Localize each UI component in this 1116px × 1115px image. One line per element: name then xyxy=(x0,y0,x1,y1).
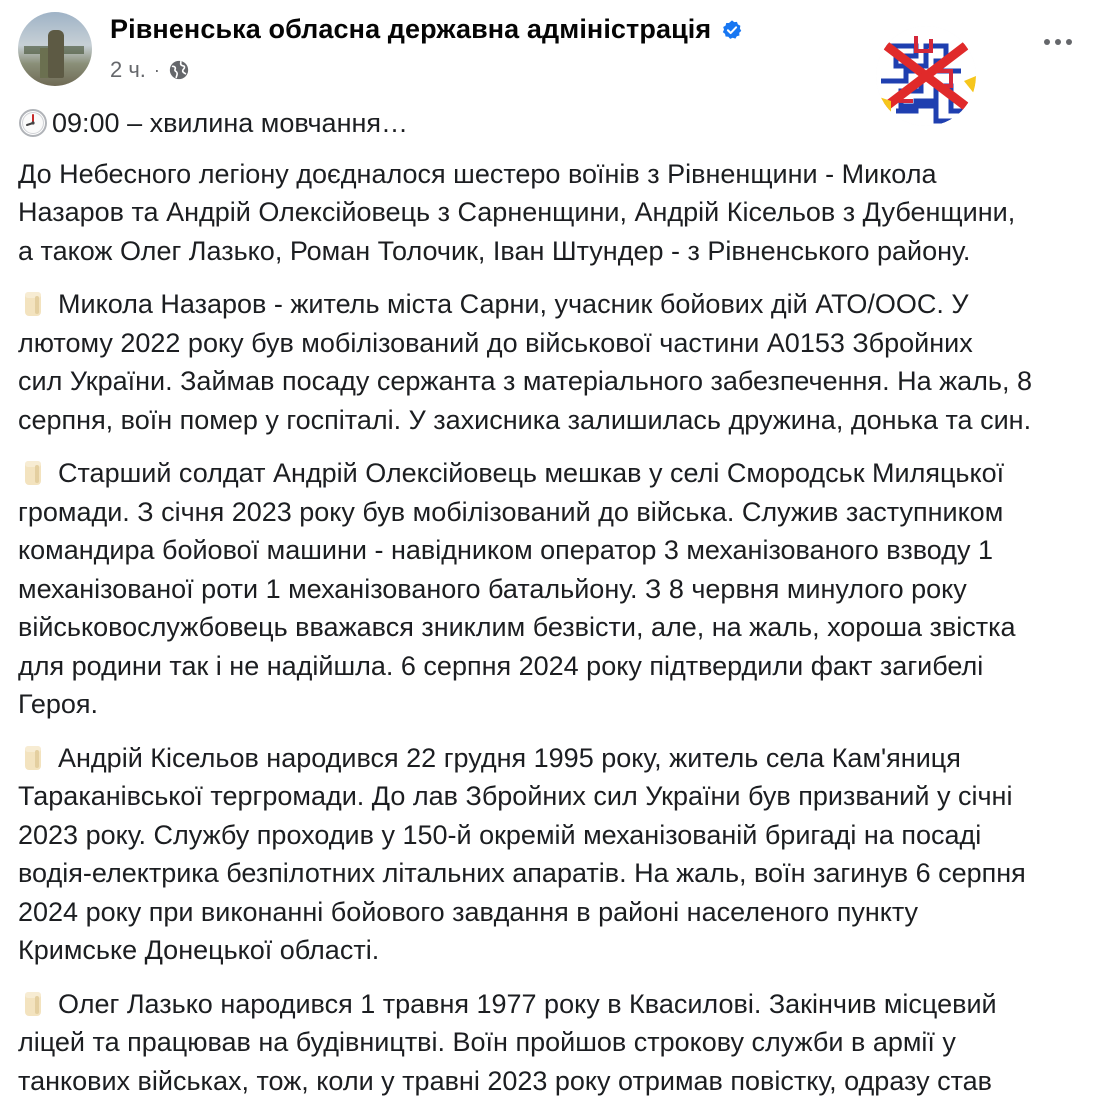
paragraph-text: Олег Лазько народився 1 травня 1977 року в Квасилові. Закінчив місцевий ліцей та працював на будівництві. Воїн пройшов строкову служби в армії у танкових військах, тож, коли у травні 2023 року отримав повістку, одразу став xyxy=(18,988,997,1096)
silence-line xyxy=(18,104,1103,143)
fallen-paragraph xyxy=(18,454,1103,724)
candle-icon xyxy=(22,288,44,318)
page-avatar[interactable] xyxy=(18,12,92,86)
more-options-button[interactable] xyxy=(1036,32,1080,52)
verified-badge-icon xyxy=(721,19,743,41)
paragraph-text: Андрій Кісельов народився 22 грудня 1995 року, житель села Кам'яниця Тараканівської тергромади. До лав Збройних сил України був призваний у січні 2023 року. Службу проходив у 150-й окремій механізованій бригаді на посаді водія-електрика безпілотних літальних апаратів. На жаль, воїн загинув 6 серпня 2024 року при виконанні бойового завдання в районі населеного пункту Кримське Донецької області. xyxy=(18,742,1026,965)
page-name-link[interactable]: Рівненська обласна державна адміністрація xyxy=(110,14,712,44)
post-meta xyxy=(110,14,743,83)
candle-icon xyxy=(22,742,44,772)
author-row xyxy=(110,14,743,45)
more-dot-icon xyxy=(1055,39,1061,45)
more-dot-icon xyxy=(1066,39,1072,45)
fallen-paragraph xyxy=(18,285,1103,439)
candle-icon xyxy=(22,988,44,1018)
post-header xyxy=(18,12,743,86)
candle-icon xyxy=(22,457,44,487)
fallen-paragraph xyxy=(18,739,1103,970)
more-dot-icon xyxy=(1044,39,1050,45)
globe-icon[interactable] xyxy=(168,59,190,81)
intro-paragraph: До Небесного легіону доєдналося шестеро воїнів з Рівненщини - Микола Назаров та Андрій Олексійовець з Сарненщини, Андрій Кісельов з Дубенщини, а також Олег Лазько, Роман Толочик, Іван Штундер - з Рівненського району. xyxy=(18,158,1016,266)
fallen-paragraph xyxy=(18,985,1103,1101)
paragraph-text: Микола Назаров - житель міста Сарни, учасник бойових дій АТО/ООС. У лютому 2022 року був мобілізований до військової частини А0153 Збройних сил України. Займав посаду сержанта з матеріального забезпечення. На жаль, 8 серпня, воїн помер у госпіталі. У захисника залишилась дружина, донька та син. xyxy=(18,289,1033,435)
silence-text: 09:00 – хвилина мовчання… xyxy=(52,108,409,138)
post-body xyxy=(18,104,1103,1115)
post-timestamp[interactable]: 2 ч. xyxy=(110,57,146,82)
paragraph-text: Старший солдат Андрій Олексійовець мешкав у селі Смородськ Миляцької громади. З січня 2023 року був мобілізований до війська. Служив заступником командира бойової машини - навідником оператор 3 механізованого взводу 1 механізованої роти 1 механізованого батальйону. З 8 червня минулого року військовослужбовець вважався зниклим безвісти, але, на жаль, хороша звістка для родини так і не надійшла. 6 серпня 2024 року підтвердили факт загибелі Героя. xyxy=(18,458,1016,719)
clock-icon xyxy=(18,108,48,138)
post-subline xyxy=(110,57,743,83)
meta-separator: · xyxy=(153,59,160,80)
